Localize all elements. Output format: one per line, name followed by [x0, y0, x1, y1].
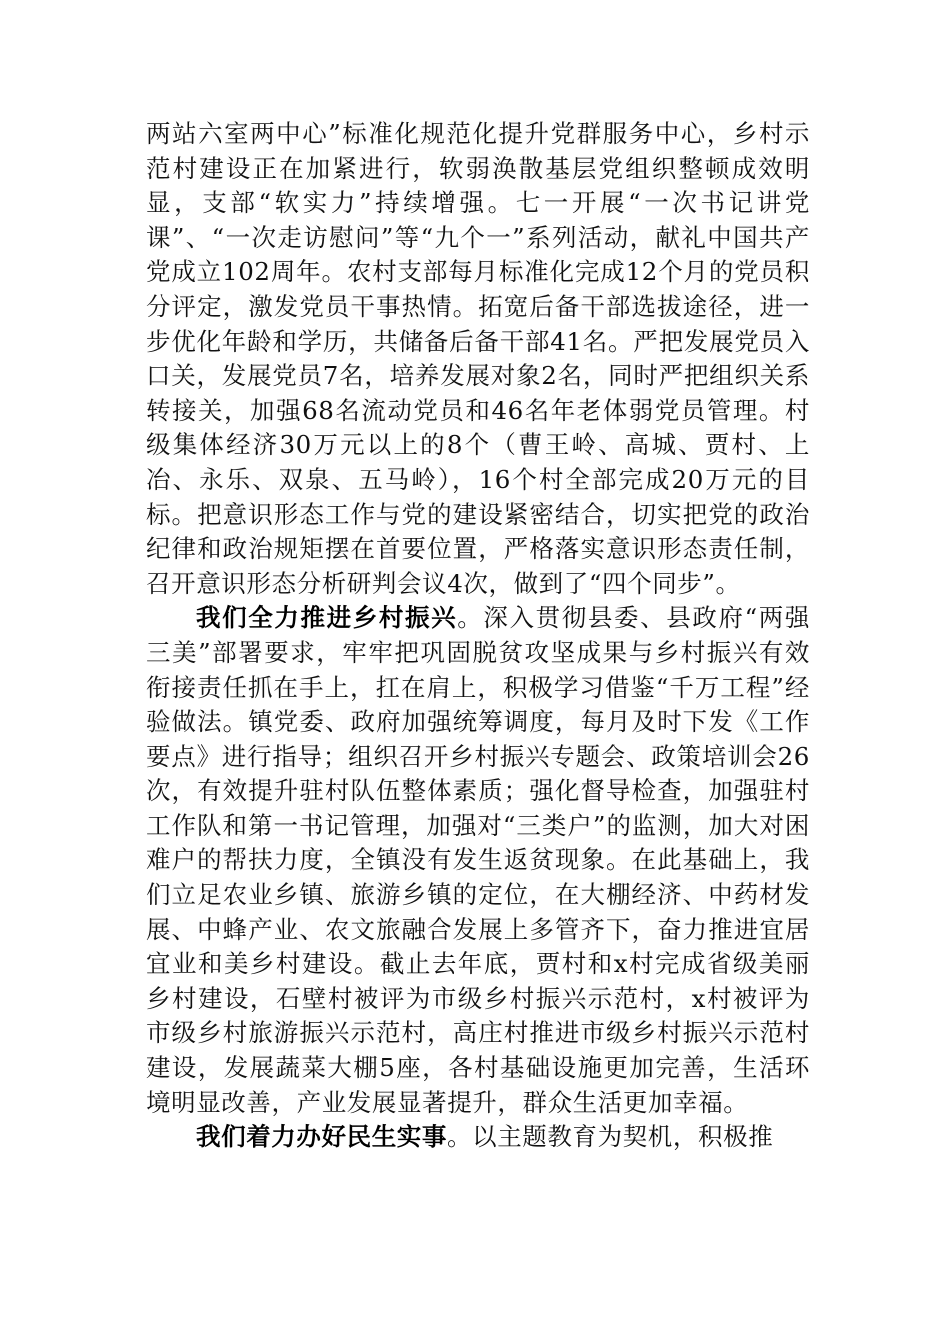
paragraph-livelihood [146, 1120, 810, 1155]
rural-revitalization-text: 。深入贯彻县委、县政府“两强三美”部署要求，牢牢把巩固脱贫攻坚成果与乡村振兴有效衔接责任抓在手上，扛在肩上，积极学习借鉴“千万工程”经验做法。镇党委、政府加强统筹调度，每月及时下发《工作要点》进行指导；组织召开乡村振兴专题会、政策培训会26次，有效提升驻村队伍整体素质；强化督导检查，加强驻村工作队和第一书记管理，加强对“三类户”的监测，加大对困难户的帮扶力度，全镇没有发生返贫现象。在此基础上，我们立足农业乡镇、旅游乡镇的定位，在大棚经济、中药材发展、中蜂产业、农文旅融合发展上多管齐下，奋力推进宜居宜业和美乡村建设。截止去年底，贾村和x村完成省级美丽乡村建设，石壁村被评为市级乡村振兴示范村，x村被评为市级乡村旅游振兴示范村，高庄村推进市级乡村振兴示范村建设，发展蔬菜大棚5座，各村基础设施更加完善，生活环境明显改善，产业发展显著提升，群众生活更加幸福。 [146, 603, 810, 1117]
paragraph-party-building [146, 117, 810, 601]
rural-revitalization-heading: 我们全力推进乡村振兴 [196, 603, 458, 633]
document-body [146, 117, 810, 1155]
paragraph-party-building-text: 两站六室两中心”标准化规范化提升党群服务中心，乡村示范村建设正在加紧进行，软弱涣散基层党组织整顿成效明显，支部“软实力”持续增强。七一开展“一次书记讲党课”、“一次走访慰问”等“九个一”系列活动，献礼中国共产党成立102周年。农村支部每月标准化完成12个月的党员积分评定，激发党员干事热情。拓宽后备干部选拔途径，进一步优化年龄和学历，共储备后备干部41名。严把发展党员入口关，发展党员7名，培养发展对象2名，同时严把组织关系转接关，加强68名流动党员和46名年老体弱党员管理。村级集体经济30万元以上的8个（曹王岭、高城、贾村、上冶、永乐、双泉、五马岭），16个村全部完成20万元的目标。把意识形态工作与党的建设紧密结合，切实把党的政治纪律和政治规矩摆在首要位置，严格落实意识形态责任制，召开意识形态分析研判会议4次，做到了“四个同步”。 [146, 119, 810, 598]
livelihood-text: 。以主题教育为契机，积极推 [447, 1122, 774, 1152]
livelihood-heading: 我们着力办好民生实事 [196, 1122, 447, 1152]
paragraph-rural-revitalization [146, 601, 810, 1120]
